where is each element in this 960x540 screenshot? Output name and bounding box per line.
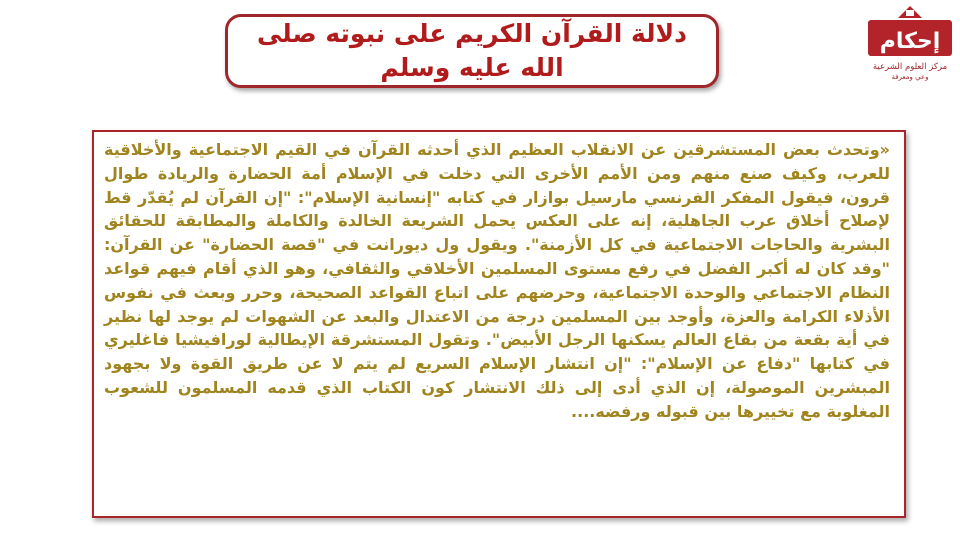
logo	[864, 4, 956, 96]
logo-mark-icon	[864, 4, 956, 60]
logo-subtitle: مركز العلوم الشرعية	[872, 62, 948, 72]
logo-tagline: وعي ومعرفة	[891, 73, 929, 81]
body-paragraph: «وتحدث بعض المستشرقين عن الانقلاب العظيم الذي أحدثه القرآن في القيم الاجتماعية والأخلاقية للعرب، وكيف صنع منهم ومن الأمم الأخرى التي دخلت في الإسلام أمة الحضارة والريادة طوال قرون، فيقول المفكر الفرنسي مارسيل بوازار في كتابه "إنسانية الإسلام": "إن القرآن لم يُقدّر قط لإصلاح أخلاق عرب الجاهلية، إنه على العكس يحمل الشريعة الخالدة والكاملة والمطابقة للحقائق البشرية والحاجات الاجتماعية في كل الأزمنة". ويقول ول ديورانت في "قصة الحضارة" عن القرآن: "وقد كان له أكبر الفضل في رفع مستوى المسلمين الأخلاقي والثقافي، وهو الذي أقام فيهم قواعد النظام الاجتماعي والوحدة الاجتماعية، وحرضهم على اتباع القواعد الصحيحة، وحرر وبعث في نفوس الأذلاء الكرامة والعزة، وأوجد بين المسلمين درجة من الاعتدال والبعد عن الشهوات لم يوجد لها نظير في أية بقعة من بقاع العالم يسكنها الرجل الأبيض". وتقول المستشرقة الإيطالية لورافيشيا فاغليري في كتابها "دفاع عن الإسلام": "إن انتشار الإسلام السريع لم يتم لا عن طريق القوة ولا بجهود المبشرين الموصولة، إن الذي أدى إلى ذلك الانتشار كون الكتاب الذي قدمه المسلمون للشعوب المغلوبة مع تخييرها بين قبوله ورفضه....	[104, 140, 890, 421]
content-box	[92, 130, 906, 518]
logo-name: إحكام	[879, 29, 941, 54]
page-title: دلالة القرآن الكريم على نبوته صلى الله عليه وسلم	[256, 19, 687, 82]
title-box	[225, 14, 719, 88]
